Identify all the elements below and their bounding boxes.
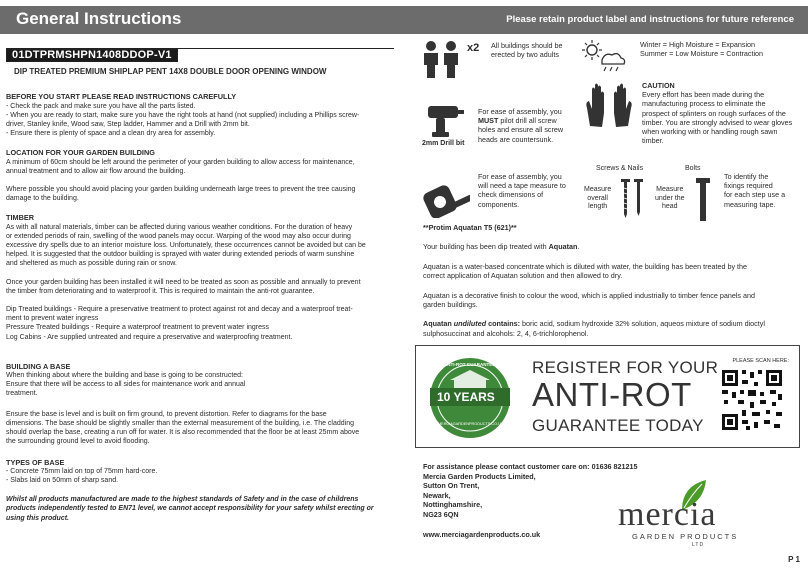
- drill-text-part: For ease of assembly, you: [478, 107, 562, 116]
- timber-text-2: [6, 278, 396, 296]
- logo-ltd: LTD: [692, 542, 705, 548]
- text-line: driver, Stanley knife, Wood saw, Step ladder, Hammer and a Drill with 2mm bit.: [6, 121, 250, 129]
- location-text-1: [6, 158, 396, 176]
- qr-code-icon[interactable]: [720, 368, 784, 432]
- treatment-p1: [423, 242, 803, 251]
- drill-icon: [422, 100, 466, 138]
- text-line: Dip Treated buildings - Require a preservative treatment to protect against rot and decay and a waterproof treat-: [6, 306, 353, 314]
- before-start-text: [6, 102, 396, 139]
- scan-label: PLEASE SCAN HERE:: [732, 358, 789, 364]
- text-line: excessive dry spells due to an interior moisture loss. Unfortunately, these occurrences cannot be avoided but can be: [6, 242, 366, 250]
- text-line: [478, 107, 563, 116]
- text-line: Pressure Treated buildings - Require a waterproof treatment to prevent water ingress: [6, 324, 270, 332]
- text-line: for each step use a: [724, 190, 786, 200]
- text-line: All buildings should be: [491, 41, 563, 50]
- drill-must: MUST: [478, 116, 499, 126]
- text-line: heads are countersunk.: [478, 134, 554, 144]
- text-line: A minimum of 60cm should be left around the perimeter of your garden building to allow access for maintenance,: [6, 158, 355, 166]
- identify-fixings-text: [724, 172, 785, 209]
- text-line: measuring tape.: [724, 199, 776, 209]
- retain-notice: Please retain product label and instructions for future reference: [506, 14, 794, 25]
- text-line: Summer = Low Moisture = Contraction: [640, 49, 764, 59]
- text-line: Aquatan is a decorative finish to colour the wood, which is applied industrially to timber fence panels and: [423, 290, 756, 300]
- text-line: length: [588, 203, 608, 211]
- screws-nails-icon: [618, 176, 646, 222]
- tape-measure-icon: [420, 182, 470, 218]
- website-link[interactable]: www.merciagardenproducts.co.uk: [423, 529, 541, 539]
- treatment-italic: undiluted: [453, 319, 487, 329]
- text-line: [478, 116, 563, 125]
- text-line: helped. It is suggested that the outdoor building is sprayed with water during extended periods of warm sunshine: [6, 251, 355, 259]
- text-line: using this product.: [6, 514, 69, 522]
- treatment-bold: Aquatan: [423, 319, 454, 329]
- text-line: manufacturing process to eliminate the: [642, 99, 766, 109]
- treatment-p3: [423, 291, 803, 310]
- text-line: Once your garden building has been installed it will need to be treated as soon as possible and annually to prevent: [6, 278, 361, 286]
- tape-text: [478, 172, 566, 209]
- text-line: timber.: [642, 136, 664, 146]
- treatment-bold: contains:: [486, 319, 521, 329]
- treatment-product: **Protim Aquatan T5 (621)**: [423, 223, 517, 232]
- address-line: Sutton On Trent,: [423, 481, 480, 491]
- text-line: Aquatan is a water-based concentrate which is diluted with water, the building has been treated by the: [423, 261, 748, 271]
- two-adults-text: [491, 41, 563, 59]
- text-line: damage to the building.: [6, 195, 79, 203]
- text-line: under the: [655, 194, 685, 202]
- text-line: To identify the: [724, 172, 769, 181]
- base-text-2: [6, 410, 396, 447]
- treatment-text: Your building has been dip treated with: [423, 242, 549, 252]
- register-line-2: ANTI-ROT: [532, 376, 692, 413]
- drill-text-part: pilot drill all screw: [498, 116, 557, 126]
- base-types-heading: TYPES OF BASE: [6, 457, 65, 467]
- drill-label: 2mm Drill bit: [422, 140, 465, 147]
- text-line: Ensure the base is level and is built on firm ground, to prevent distortion. Refer to diagrams for the base: [6, 410, 327, 418]
- text-line: timber. You are strongly advised to wear gloves: [642, 117, 793, 127]
- text-line: [423, 319, 803, 328]
- text-line: fixings required: [724, 181, 773, 191]
- address-line: Nottinghamshire,: [423, 500, 483, 510]
- mercia-logo: [618, 478, 778, 548]
- register-line-3: GUARANTEE TODAY: [532, 416, 704, 435]
- text-line: Ensure that there will be access to all sides for maintenance work and annual: [6, 381, 246, 389]
- text-line: sulphosuccinat and alcohols: 2, 4, 6-trichlorophenol.: [423, 328, 589, 338]
- page-header: [0, 6, 808, 34]
- measure-overall-text: [584, 186, 611, 212]
- text-line: As with all natural materials, timber can be affected during various weather conditions. For the duration of heavy: [6, 223, 353, 231]
- product-code-bar: [6, 48, 394, 62]
- register-line-1: REGISTER FOR YOUR: [532, 358, 719, 377]
- two-people-icon: [420, 40, 468, 80]
- measure-head-text: [655, 186, 685, 212]
- product-code: 01DTPRMSHPN1408DDOP-V1: [6, 49, 178, 62]
- gloves-icon: [584, 82, 634, 128]
- treatment-p4: [423, 319, 803, 338]
- logo-subtitle: GARDEN PRODUCTS: [632, 532, 739, 541]
- text-line: overall: [587, 194, 608, 202]
- guarantee-box: [415, 345, 800, 448]
- logo-name: mercia: [618, 496, 717, 533]
- text-line: prospect of splinters on rough surfaces of the: [642, 108, 786, 118]
- page-number: P 1: [788, 555, 800, 564]
- timber-heading: TIMBER: [6, 213, 34, 223]
- text-line: the timber from deteriorating and to waterproof it. This is required to maintain the anti-rot guarantee.: [6, 287, 315, 295]
- base-text-1: [6, 371, 396, 399]
- treatment-p2: [423, 262, 803, 281]
- text-line: - Slabs laid on 50mm of sharp sand.: [6, 476, 119, 484]
- caution-heading: CAUTION: [642, 81, 675, 90]
- text-line: erected by two adults: [491, 50, 559, 60]
- text-line: will need a tape measure to: [478, 181, 566, 191]
- text-line: or extended periods of rain, swelling of the wood panels may occur. Warping of the wood may also occur during: [6, 232, 351, 240]
- text-line: Measure: [656, 186, 684, 193]
- text-line: Measure: [584, 186, 612, 193]
- address-line: Newark,: [423, 490, 451, 500]
- text-line: For ease of assembly, you: [478, 172, 562, 181]
- base-types-text: [6, 467, 396, 485]
- address-line: NG23 6QN: [423, 509, 459, 519]
- bolt-icon: [694, 176, 714, 224]
- text-line: dimensions. The base should be slightly smaller than the external measurement of the building, i.e. The cladding: [6, 419, 355, 427]
- location-text-2: [6, 185, 396, 203]
- text-line: Where possible you should avoid placing your garden building underneath large trees to prevent the tree causing: [6, 186, 356, 194]
- caution-block: [642, 81, 792, 145]
- disclaimer: [6, 495, 396, 523]
- text-line: should overlap the base, creating a run off for water. It is also recommended that the floor be at least 25mm above: [6, 429, 360, 437]
- text-line: treatment.: [6, 390, 38, 398]
- location-heading: LOCATION FOR YOUR GARDEN BUILDING: [6, 148, 155, 158]
- customer-care-line: For assistance please contact customer care on: 01636 821215: [423, 462, 638, 471]
- screws-label: Screws & Nails: [596, 165, 644, 172]
- text-line: components.: [478, 199, 520, 209]
- text-line: holes and ensure all screw: [478, 125, 564, 135]
- text-line: Every effort has been made during the: [642, 90, 765, 100]
- text-line: ment to prevent water ingress: [6, 315, 99, 323]
- text-line: Winter = High Moisture = Expansion: [640, 40, 756, 49]
- treatment-text: .: [577, 242, 580, 252]
- text-line: - Ensure there is plenty of space and a clean dry area for assembly.: [6, 130, 216, 138]
- before-start-heading: BEFORE YOU START PLEASE READ INSTRUCTIONS CAREFULLY: [6, 92, 237, 102]
- treatment-bold: Aquatan: [548, 242, 578, 252]
- text-line: the surrounding ground level to avoid flooding.: [6, 438, 150, 446]
- text-line: annual treatment and to allow air flow around the building.: [6, 167, 186, 175]
- text-line: - Concrete 75mm laid on top of 75mm hard-core.: [6, 467, 158, 475]
- treatment-section: [423, 223, 803, 338]
- badge-main-text: 10 YEARS: [437, 390, 495, 404]
- bolts-label: Bolts: [685, 165, 701, 172]
- text-line: correct application of Aquatan solution and then allowed to dry.: [423, 271, 623, 281]
- timber-text-1: [6, 223, 396, 269]
- drill-text: [478, 107, 563, 144]
- company-name: Mercia Garden Products Limited,: [423, 471, 536, 481]
- treatment-text: boric acid, sodium hydroxide 32% solution, aqueos mixture of sodium dioctyl: [520, 319, 765, 329]
- text-line: Log Cabins - Are supplied untreated and require a preservative and waterproofing treatment.: [6, 333, 293, 341]
- badge-bottom-text: MERCIAGARDENPRODUCTS.CO.UK: [438, 422, 504, 426]
- people-count: x2: [467, 42, 480, 54]
- base-heading: BUILDING A BASE: [6, 361, 71, 371]
- weather-icon: [580, 38, 630, 72]
- text-line: and sheltered as much as possible during rain or snow.: [6, 260, 177, 268]
- left-column: [6, 48, 396, 523]
- text-line: - When you are ready to start, make sure you have the right tools at hand (not supplied) including a Phillips screw-: [6, 111, 360, 119]
- contact-block: [423, 462, 638, 539]
- product-name: DIP TREATED PREMIUM SHIPLAP PENT 14X8 DOUBLE DOOR OPENING WINDOW: [14, 67, 327, 77]
- text-line: when working with or handling rough sawn: [642, 127, 778, 137]
- text-line: When thinking about where the building and base is going to be constructed:: [6, 372, 243, 380]
- text-line: garden buildings.: [423, 300, 478, 310]
- text-line: Whilst all products manufactured are made to the highest standards of Safety and in the case of childrens: [6, 496, 359, 504]
- timber-text-3: [6, 305, 396, 342]
- text-line: head: [662, 203, 678, 211]
- page-title: General Instructions: [16, 9, 182, 28]
- moisture-text: [640, 40, 763, 58]
- badge-top-text: ANTI-ROT GUARANTEE: [444, 362, 496, 367]
- text-line: - Check the pack and make sure you have all the parts listed.: [6, 102, 196, 110]
- text-line: products independently tested to EN71 level, we cannot accept responsibility for your safety whilst erecting or: [6, 505, 374, 513]
- text-line: check dimensions of: [478, 190, 544, 200]
